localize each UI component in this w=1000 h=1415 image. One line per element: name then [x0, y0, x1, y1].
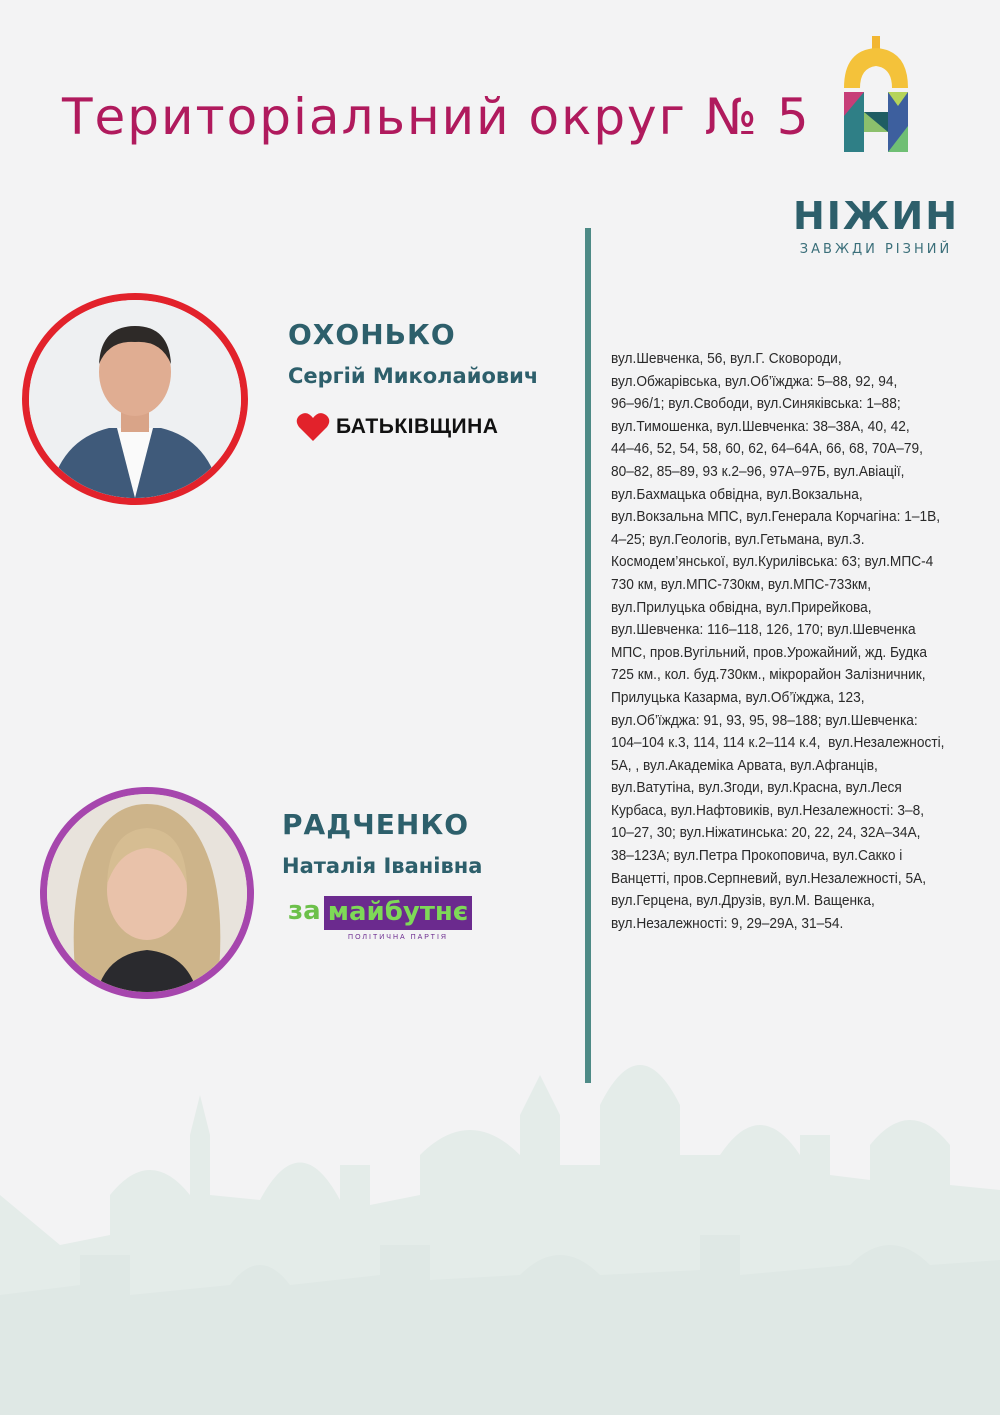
woman-portrait-icon [47, 794, 247, 992]
party-prefix: за [288, 896, 321, 926]
candidate-1-given-names: Сергій Миколайович [288, 364, 539, 388]
party-main-name: майбутнє [327, 897, 469, 927]
party-subtitle: ПОЛІТИЧНА ПАРТІЯ [348, 934, 448, 941]
party-name-box [324, 896, 472, 930]
heart-icon [296, 412, 330, 442]
city-emblem-icon [838, 36, 914, 156]
candidate-1-photo [22, 293, 248, 505]
logo-city-name: НІЖИН [792, 194, 960, 238]
logo-tagline: ЗАВЖДИ РІЗНИЙ [799, 242, 953, 257]
candidate-2-party-logo [288, 896, 488, 946]
candidate-1-surname: ОХОНЬКО [288, 318, 456, 351]
page-title: Територіальний округ № 5 [62, 88, 811, 146]
district-streets-list: вул.Шевченка, 56, вул.Г. Сковороди, вул.Обжарівська, вул.Об’їжджа: 5–88, 92, 94, 96–96/1; вул.Свободи, вул.Синяківська: 1–88; вул.Тимошенка, вул.Шевченка: 38–38А, 40, 42, 44–46, 52, 54, 58, 60, 62, 64–64А, 66, 68, 70А–79, 80–82, 85–89, 93 к.2–96, 97А–97Б, вул.Авіації, вул.Бахмацька обвідна, вул.Вокзальна, вул.Вокзальна МПС, вул.Генерала Корчагіна: 1–1В, 4–25; вул.Геологів, вул.Гетьмана, вул.З. Космодем’янської, вул.Курилівська: 63; вул.МПС-4 730 км, вул.МПС-730км, вул.МПС-733км, вул.Прилуцька обвідна, вул.Прирейкова, вул.Шевченка: 116–118, 126, 170; вул.Шевченка МПС, пров.Вугільний, пров.Урожайний, жд. Будка 725 км., кол. буд.730км., мікрорайон Залізничник, Прилуцька Казарма, вул.Об’їжджа, 123, вул.Об’їжджа: 91, 93, 95, 98–188; вул.Шевченка: 104–104 к.3, 114, 114 к.2–114 к.4, вул.Незалежності, 5А, , вул.Академіка Арвата, вул.Афганців, вул.Ватутіна, вул.Згоди, вул.Красна, вул.Леся Курбаса, вул.Нафтовиків, вул.Незалежності: 3–8, 10–27, 30; вул.Ніжатинська: 20, 22, 24, 32А–34А, 38–123А; вул.Петра Прокоповича, вул.Сакко і Ванцетті, пров.Серпневий, вул.Незалежності, 5А, вул.Герцена, вул.Друзів, вул.М. Ващенка, вул.Незалежності: 9, 29–29А, 31–54. [611, 351, 945, 932]
vertical-divider [585, 228, 591, 1083]
candidate-2-given-names: Наталія Іванівна [282, 854, 483, 878]
man-portrait-icon [29, 300, 241, 498]
candidate-2-surname: РАДЧЕНКО [282, 808, 470, 841]
city-logo [786, 36, 966, 257]
candidate-1-party-name: БАТЬКІВЩИНА [336, 415, 499, 438]
city-skyline-background [0, 995, 1000, 1415]
candidate-2-photo [40, 787, 254, 999]
candidate-1-party [296, 412, 498, 442]
